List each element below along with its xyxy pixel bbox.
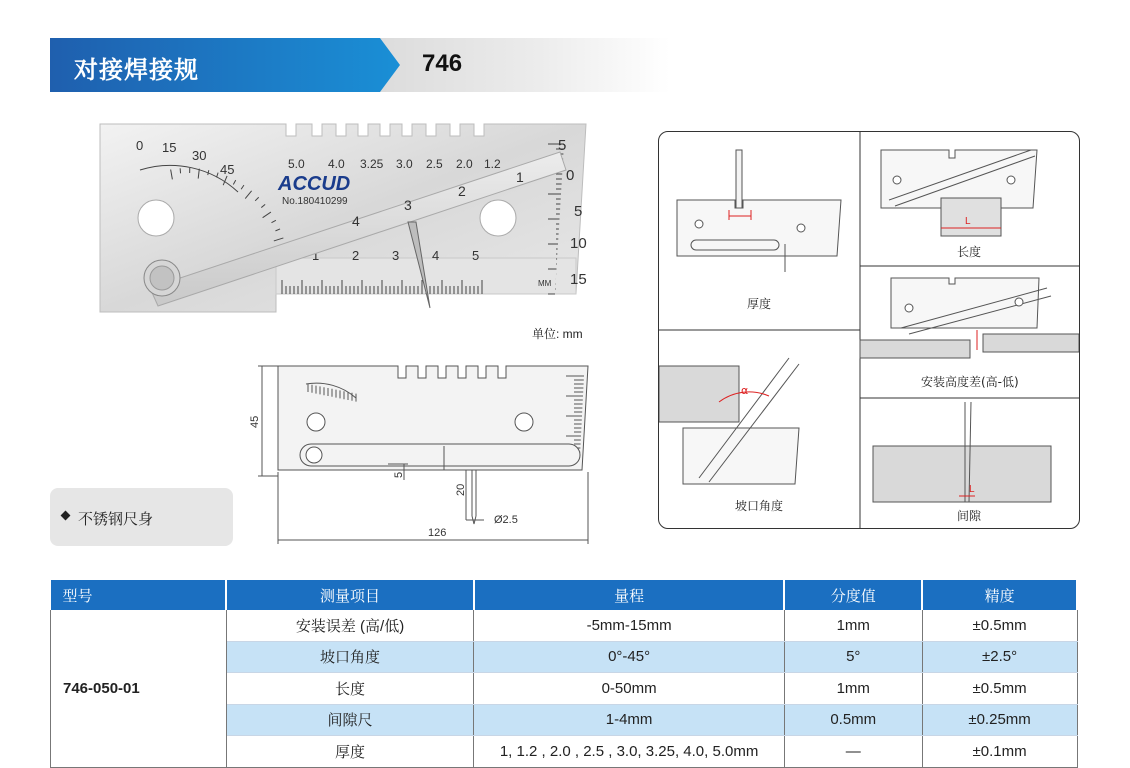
caption-gap: 间隙	[957, 508, 982, 523]
item-cell: 长度	[226, 673, 474, 705]
dimension-drawing	[248, 360, 608, 550]
model-number: 746-050-01	[51, 610, 227, 767]
product-photo	[96, 118, 596, 318]
arm-label-4: 4	[352, 213, 360, 229]
dim-offset: 5	[393, 472, 405, 478]
caption-height-diff: 安装高度差(高-低)	[921, 374, 1019, 389]
unit-mm: MM	[538, 279, 552, 288]
accuracy-cell: ±0.25mm	[922, 704, 1077, 736]
side-label-5: 5	[574, 203, 582, 220]
thickness-label-12: 1.2	[484, 157, 501, 171]
side-label-15: 15	[570, 271, 587, 288]
side-label-0: 0	[566, 167, 574, 184]
thickness-label-325: 3.25	[360, 157, 384, 171]
arc-label-15: 15	[162, 140, 176, 155]
header-model: 型号	[51, 580, 227, 610]
dim-length: 126	[428, 527, 446, 539]
header-range: 量程	[474, 580, 785, 610]
diamond-bullet-icon	[61, 511, 71, 521]
thickness-label-25: 2.5	[426, 157, 443, 171]
dim-diameter: Ø2.5	[494, 514, 518, 526]
feature-box	[50, 488, 233, 546]
dim-needle: 20	[455, 484, 467, 496]
base-label-1: 1	[312, 248, 319, 263]
arc-label-45: 45	[220, 162, 234, 177]
diagram-length	[881, 150, 1037, 236]
header-accuracy: 精度	[922, 580, 1077, 610]
item-cell: 坡口角度	[226, 641, 474, 673]
usage-diagrams-panel	[658, 131, 1080, 529]
table-row	[51, 610, 1078, 641]
division-cell: 0.5mm	[784, 704, 922, 736]
product-model: 746	[422, 50, 462, 78]
header-item: 测量项目	[226, 580, 474, 610]
division-cell: 1mm	[784, 673, 922, 705]
serial-number: No.180410299	[282, 196, 348, 207]
table-header-row	[51, 580, 1078, 610]
caption-length: 长度	[957, 244, 981, 259]
side-label-minus5: 5	[558, 137, 566, 154]
thickness-label-5: 5.0	[288, 157, 305, 171]
usage-diagrams	[659, 132, 1079, 528]
side-label-10: 10	[570, 235, 587, 252]
feature-label: 不锈钢尺身	[78, 508, 153, 529]
diagram-thickness	[677, 150, 841, 272]
range-cell: 1, 1.2 , 2.0 , 2.5 , 3.0, 3.25, 4.0, 5.0mm	[474, 736, 785, 768]
thickness-label-4: 4.0	[328, 157, 345, 171]
division-cell: 1mm	[784, 610, 922, 641]
base-label-5: 5	[472, 248, 479, 263]
item-cell: 安装误差 (高/低)	[226, 610, 474, 641]
division-cell: —	[784, 736, 922, 768]
caption-bevel: 坡口角度	[735, 498, 783, 513]
range-cell: 0-50mm	[474, 673, 785, 705]
range-cell: 0°-45°	[474, 641, 785, 673]
accuracy-cell: ±0.5mm	[922, 610, 1077, 641]
dim-height: 45	[249, 416, 261, 428]
base-label-3: 3	[392, 248, 399, 263]
arc-label-30: 30	[192, 148, 206, 163]
length-mark: L	[965, 216, 971, 227]
arm-label-1: 1	[516, 169, 524, 185]
item-cell: 间隙尺	[226, 704, 474, 736]
spec-table	[50, 580, 1078, 768]
bevel-alpha-mark: α	[741, 384, 748, 397]
thickness-label-2: 2.0	[456, 157, 473, 171]
accuracy-cell: ±0.5mm	[922, 673, 1077, 705]
brand-logo: ACCUD	[277, 173, 350, 195]
diagram-gap	[873, 402, 1051, 502]
division-cell: 5°	[784, 641, 922, 673]
caption-thickness: 厚度	[747, 296, 771, 311]
range-cell: -5mm-15mm	[474, 610, 785, 641]
product-title: 对接焊接规	[74, 50, 199, 85]
diagram-height-diff	[860, 278, 1079, 358]
range-cell: 1-4mm	[474, 704, 785, 736]
arc-label-0: 0	[136, 138, 143, 153]
accuracy-cell: ±0.1mm	[922, 736, 1077, 768]
item-cell: 厚度	[226, 736, 474, 768]
diagram-bevel	[659, 358, 799, 484]
header-banner	[50, 38, 670, 92]
gap-mark: L	[969, 484, 975, 495]
base-label-4: 4	[432, 248, 439, 263]
thickness-label-3: 3.0	[396, 157, 413, 171]
unit-note: 单位: mm	[532, 325, 583, 342]
header-division: 分度值	[784, 580, 922, 610]
arm-label-3: 3	[404, 197, 412, 213]
accuracy-cell: ±2.5°	[922, 641, 1077, 673]
arm-label-2: 2	[458, 183, 466, 199]
base-label-2: 2	[352, 248, 359, 263]
